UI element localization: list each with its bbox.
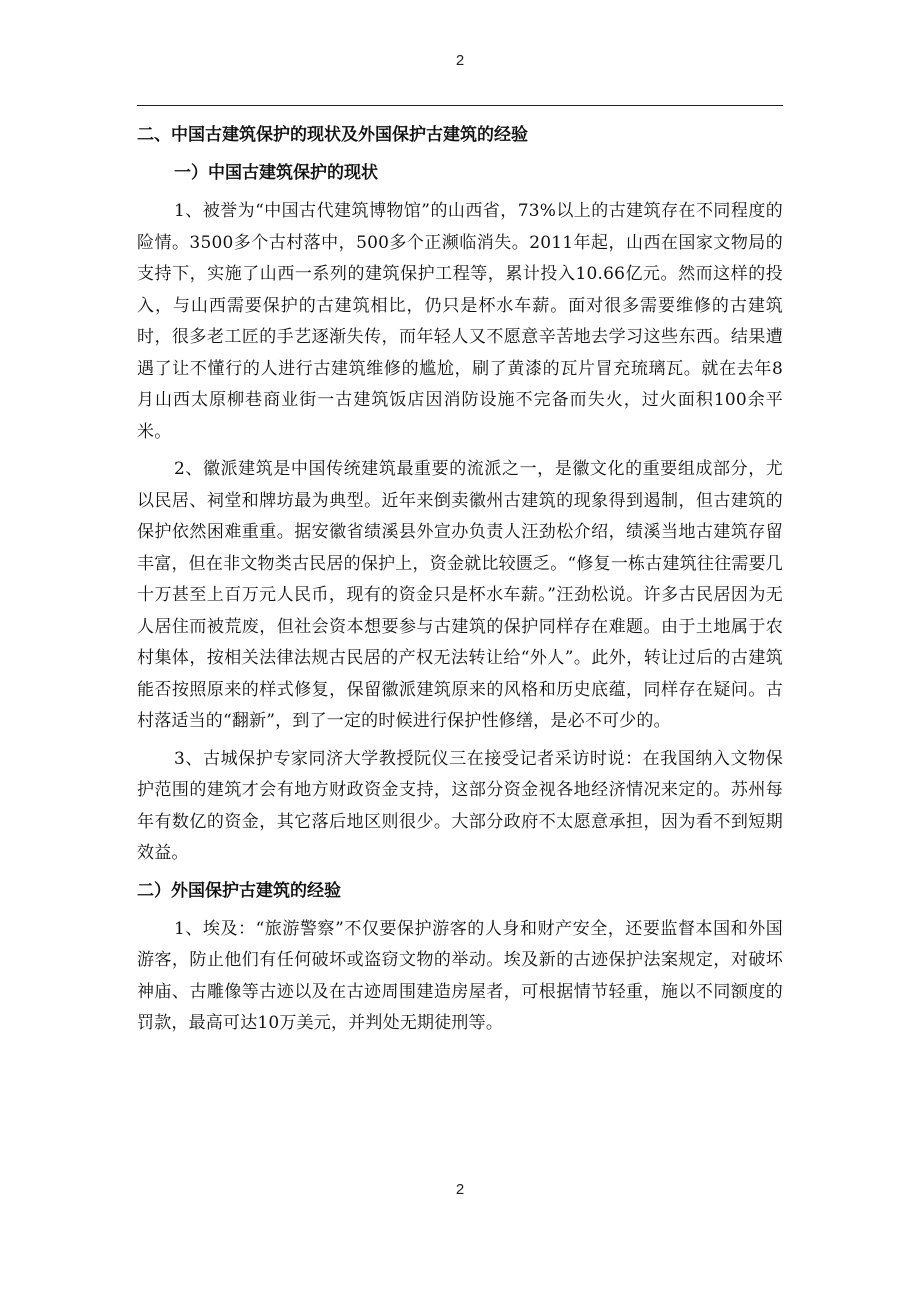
page-number-bottom: 2 xyxy=(455,1181,465,1198)
sub-heading-foreign-experience: 二）外国保护古建筑的经验 xyxy=(137,880,341,901)
paragraph-ruan-yisan: 3、古城保护专家同济大学教授阮仪三在接受记者采访时说：在我国纳入文物保护范围的建筑才会有地方财政资金支持，这部分资金视各地经济情况来定的。苏州每年有数亿的资金，其它落后地区则很少。大部分政府不太愿意承担，因为看不到短期效益。 xyxy=(137,748,783,863)
main-heading: 二、中国古建筑保护的现状及外国保护古建筑的经验 xyxy=(137,125,528,145)
page-number-top: 2 xyxy=(455,52,465,69)
paragraph-huizhou: 2、徽派建筑是中国传统建筑最重要的流派之一，是徽文化的重要组成部分，尤以民居、祠堂和牌坊最为典型。近年来倒卖徽州古建筑的现象得到遏制，但古建筑的保护依然困难重重。据安徽省绩溪县外宣办负责人汪劲松介绍，绩溪当地古建筑存留丰富，但在非文物类古民居的保护上，资金就比较匮乏。“修复一栋古建筑往往需要几十万甚至上百万元人民币，现有的资金只是杯水车薪。”汪劲松说。许多古民居因为无人居住而被荒废，但社会资本想要参与古建筑的保护同样存在难题。由于土地属于农村集体，按相关法律法规古民居的产权无法转让给“外人”。此外，转让过后的古建筑能否按照原来的样式修复，保留徽派建筑原来的风格和历史底蕴，同样存在疑问。古村落适当的“翻新”，到了一定的时候进行保护性修缮，是必不可少的。 xyxy=(137,459,783,731)
document-body xyxy=(137,120,783,1046)
sub-heading-current-status: 一）中国古建筑保护的现状 xyxy=(174,163,378,183)
paragraph-egypt: 1、埃及：“旅游警察”不仅要保护游客的人身和财产安全，还要监督本国和外国游客，防止他们有任何破坏或盗窃文物的举动。埃及新的古迹保护法案规定，对破坏神庙、古雕像等古迹以及在古迹周围建造房屋者，可根据情节轻重，施以不同额度的罚款，最高可达10万美元，并判处无期徒刑等。 xyxy=(137,918,783,1033)
header-rule xyxy=(137,105,783,106)
paragraph-shanxi: 1、被誉为“中国古代建筑博物馆”的山西省，73%以上的古建筑存在不同程度的险情。3500多个古村落中，500多个正濒临消失。2011年起，山西在国家文物局的支持下，实施了山西一系列的建筑保护工程等，累计投入10.66亿元。然而这样的投入，与山西需要保护的古建筑相比，仍只是杯水车薪。面对很多需要维修的古建筑时，很多老工匠的手艺逐渐失传，而年轻人又不愿意辛苦地去学习这些东西。结果遭遇了让不懂行的人进行古建筑维修的尴尬，刷了黄漆的瓦片冒充琉璃瓦。就在去年8月山西太原柳巷商业街一古建筑饭店因消防设施不完备而失火，过火面积100余平米。 xyxy=(137,201,783,442)
